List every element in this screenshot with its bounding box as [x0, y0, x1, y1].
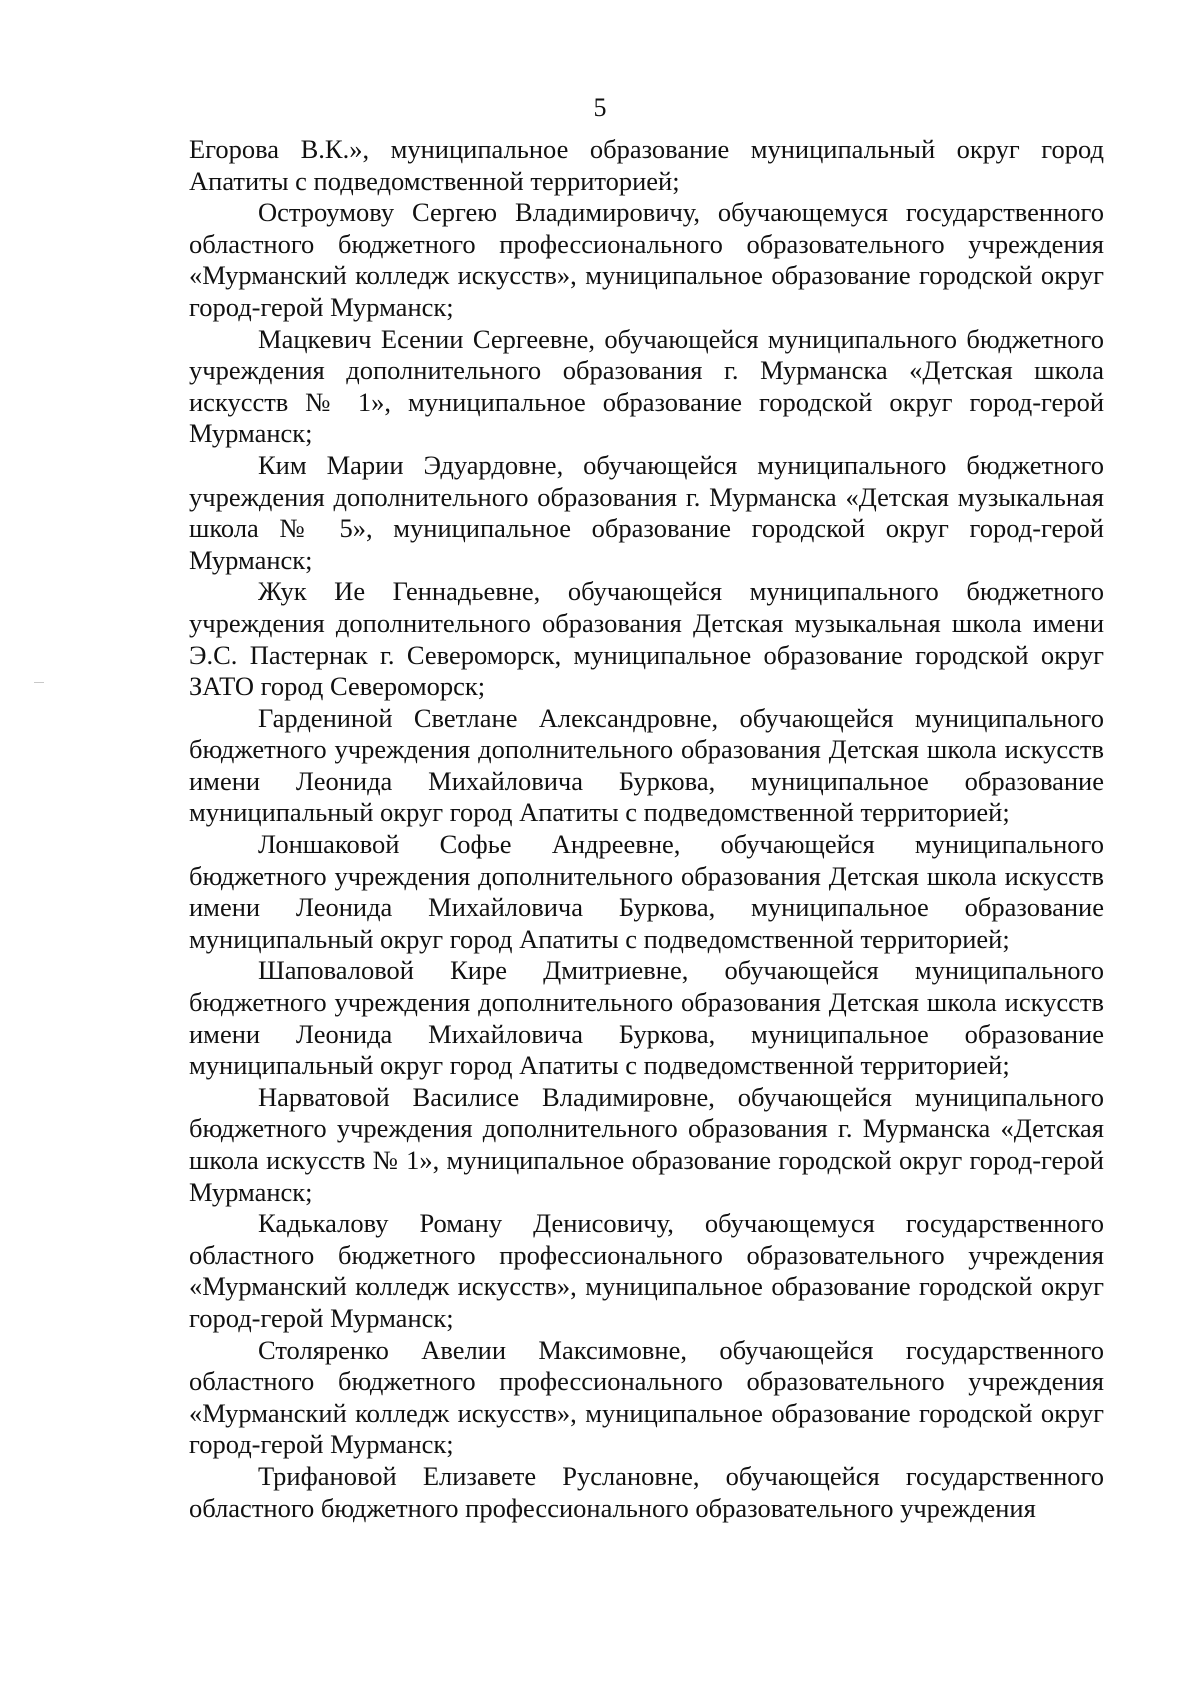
paragraph-zhuk: Жук Ие Геннадьевне, обучающейся муниципального бюджетного учреждения дополнительного образования Детская музыкальная школа имени Э.С. Пастернак г. Североморск, муниципальное образование городской округ ЗАТО город Североморск;: [189, 576, 1104, 702]
paragraph-narvatova: Нарватовой Василисе Владимировне, обучающейся муниципального бюджетного учреждения дополнительного образования г. Мурманска «Детская школа искусств № 1», муниципальное образование городской округ город-герой Мурманск;: [189, 1081, 1104, 1207]
paragraph-stolyarenko: Столяренко Авелии Максимовне, обучающейся государственного областного бюджетного профессионального образовательного учреждения «Мурманский колледж искусств», муниципальное образование городской округ город-герой Мурманск;: [189, 1334, 1104, 1460]
document-body: [189, 134, 1104, 1524]
paragraph-shapovalova: Шаповаловой Кире Дмитриевне, обучающейся муниципального бюджетного учреждения дополнительного образования Детская школа искусств имени Леонида Михайловича Буркова, муниципальное образование муниципальный округ город Апатиты с подведомственной территорией;: [189, 955, 1104, 1081]
paragraph-matskevich: Мацкевич Есении Сергеевне, обучающейся муниципального бюджетного учреждения дополнительного образования г. Мурманска «Детская школа искусств № 1», муниципальное образование городской округ город-герой Мурманск;: [189, 323, 1104, 449]
paragraph-continuation: Егорова В.К.», муниципальное образование муниципальный округ город Апатиты с подведомственной территорией;: [189, 134, 1104, 196]
paragraph-kim: Ким Марии Эдуардовне, обучающейся муниципального бюджетного учреждения дополнительного образования г. Мурманска «Детская музыкальная школа № 5», муниципальное образование городской округ город-герой Мурманск;: [189, 449, 1104, 575]
paragraph-gardenina: Гардениной Светлане Александровне, обучающейся муниципального бюджетного учреждения дополнительного образования Детская школа искусств имени Леонида Михайловича Буркова, муниципальное образование муниципальный округ город Апатиты с подведомственной территорией;: [189, 702, 1104, 828]
paragraph-kadkalov: Кадькалову Роману Денисовичу, обучающемуся государственного областного бюджетного профессионального образовательного учреждения «Мурманский колледж искусств», муниципальное образование городской округ город-герой Мурманск;: [189, 1208, 1104, 1333]
paragraph-lonshakova: Лоншаковой Софье Андреевне, обучающейся муниципального бюджетного учреждения дополнительного образования Детская школа искусств имени Леонида Михайловича Буркова, муниципальное образование муниципальный округ город Апатиты с подведомственной территорией;: [189, 829, 1104, 954]
paragraph-trifanova: Трифановой Елизавете Руслановне, обучающейся государственного областного бюджетного профессионального образовательного учреждения: [189, 1460, 1104, 1523]
paragraph-ostroumov: Остроумову Сергею Владимировичу, обучающемуся государственного областного бюджетного профессионального образовательного учреждения «Мурманский колледж искусств», муниципальное образование городской округ город-герой Мурманск;: [189, 197, 1104, 322]
page-number: 5: [593, 93, 607, 122]
scan-margin-mark: [34, 682, 44, 683]
